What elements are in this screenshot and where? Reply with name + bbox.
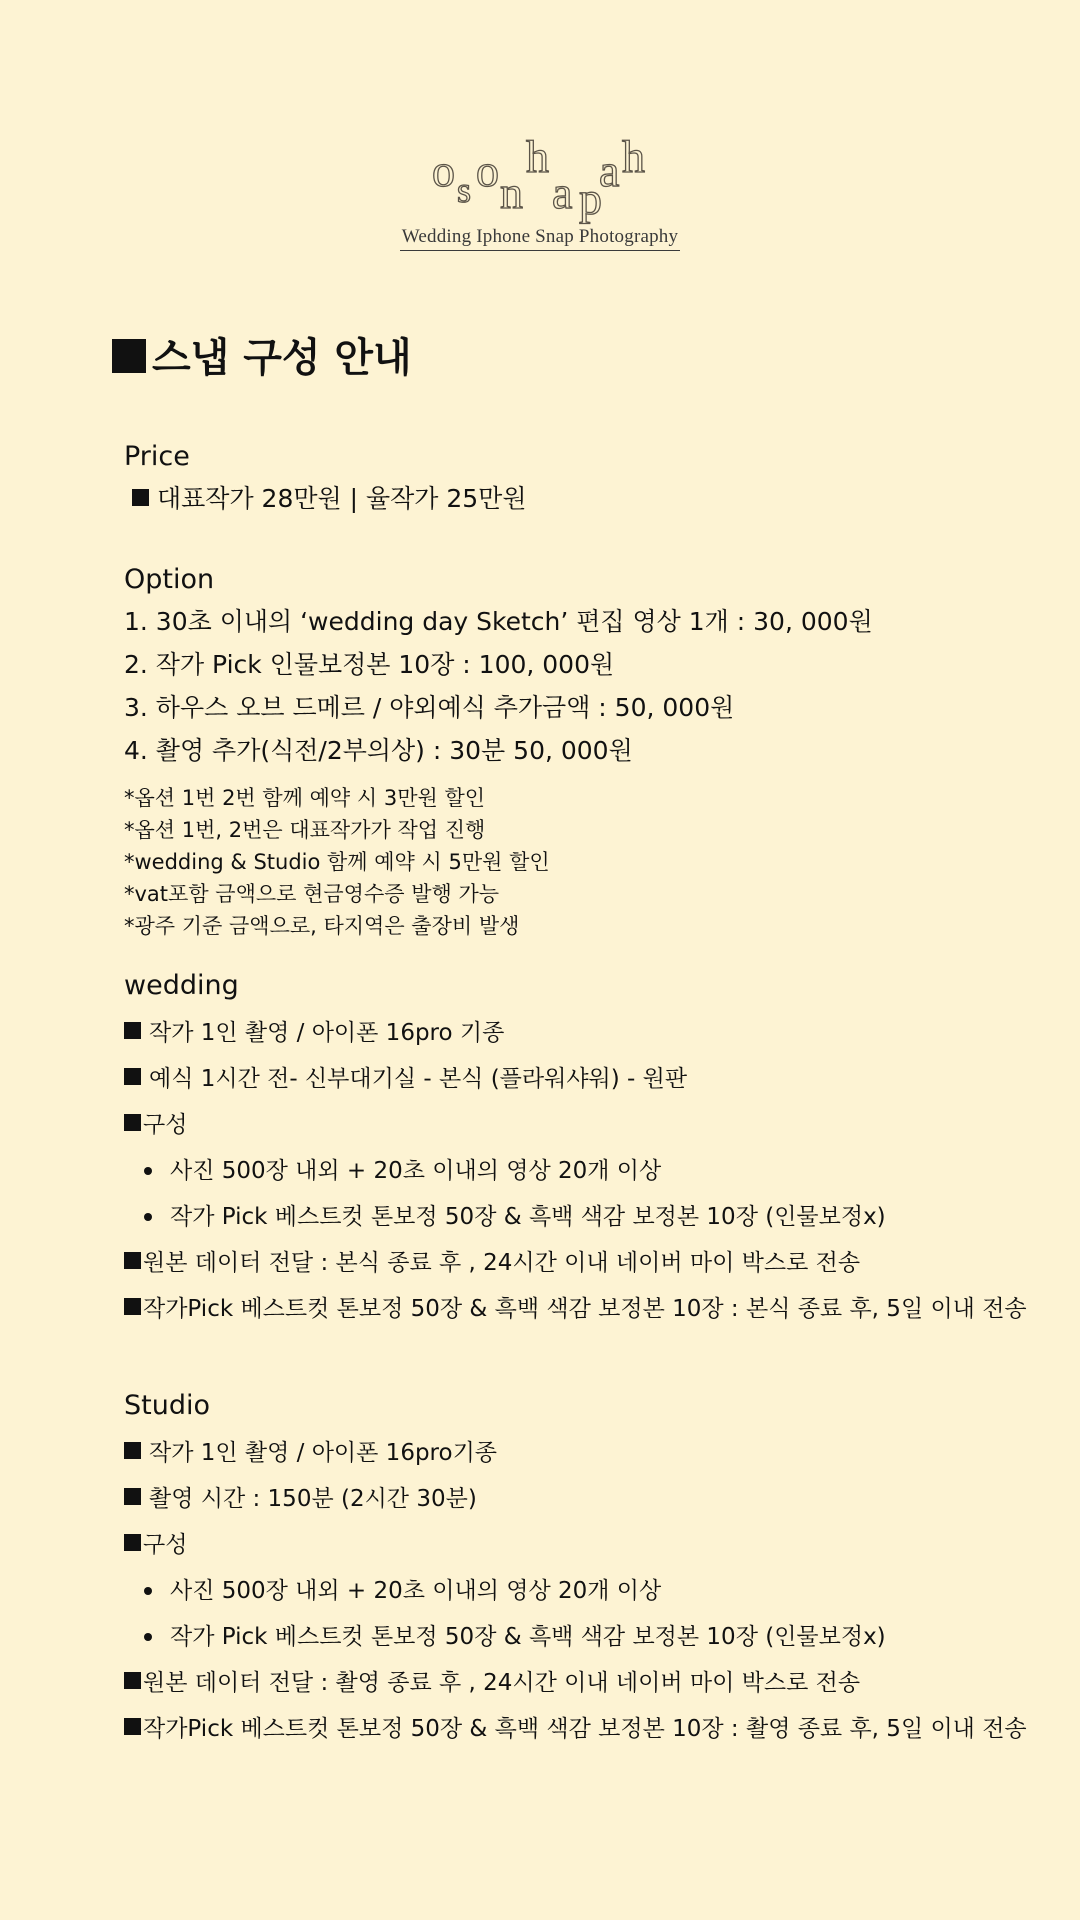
bullet-text: 사진 500장 내외 + 20초 이내의 영상 20개 이상: [170, 1578, 662, 1604]
wedding-delivery: [124, 1286, 1027, 1332]
logo-letter: h: [622, 131, 645, 182]
price-line-text: 대표작가 28만원 | 율작가 25만원: [157, 484, 527, 513]
wedding-composition: [124, 1102, 1024, 1148]
wedding-bullet: [124, 1194, 1024, 1240]
composition-label: 구성: [143, 1532, 188, 1558]
bullet-text: 작가 Pick 베스트컷 톤보정 50장 & 흑백 색감 보정본 10장 (인물보정x): [170, 1624, 886, 1650]
bullet-text: 사진 500장 내외 + 20초 이내의 영상 20개 이상: [170, 1158, 662, 1184]
wedding-line: [124, 1010, 1024, 1056]
logo-tagline: [0, 226, 1080, 251]
black-square-icon: [124, 1114, 141, 1131]
option-note: *옵션 1번 2번 함께 예약 시 3만원 할인: [124, 786, 486, 810]
option-note: *광주 기준 금액으로, 타지역은 출장비 발생: [124, 914, 520, 938]
studio-line: [124, 1476, 1024, 1522]
logo-letter: s: [457, 170, 472, 210]
logo-letter: o: [476, 145, 499, 196]
black-square-icon: [124, 1252, 141, 1269]
studio-line-text: 작가 1인 촬영 / 아이폰 16pro기종: [149, 1440, 498, 1466]
black-square-icon: [124, 1442, 141, 1459]
wedding-line-text: 작가 1인 촬영 / 아이폰 16pro 기종: [149, 1020, 505, 1046]
studio-bullet: [124, 1568, 1024, 1614]
bullet-dot-icon: [144, 1167, 152, 1175]
option-item: 1. 30초 이내의 ‘wedding day Sketch’ 편집 영상 1개 : 30, 000원: [124, 607, 873, 636]
content: [124, 430, 1027, 1752]
logo-letter: o: [432, 145, 455, 196]
price-heading: Price: [124, 441, 190, 472]
logo-letter: a: [599, 145, 620, 196]
page-title: [112, 330, 412, 386]
wedding-delivery: [124, 1240, 1024, 1286]
logo-letter: h: [526, 131, 549, 182]
logo-letter: n: [500, 167, 523, 218]
price-line: [124, 477, 1024, 520]
logo: [0, 130, 1080, 224]
delivery-text: 작가Pick 베스트컷 톤보정 50장 & 흑백 색감 보정본 10장 : 본식 종료 후, 5일 이내 전송: [143, 1296, 1027, 1322]
bullet-text: 작가 Pick 베스트컷 톤보정 50장 & 흑백 색감 보정본 10장 (인물보정x): [170, 1204, 886, 1230]
tagline-text: Wedding Iphone Snap Photography: [400, 226, 680, 251]
composition-label: 구성: [143, 1112, 188, 1138]
bullet-dot-icon: [144, 1587, 152, 1595]
studio-line-text: 촬영 시간 : 150분 (2시간 30분): [149, 1486, 477, 1512]
option-item: 4. 촬영 추가(식전/2부의상) : 30분 50, 000원: [124, 736, 633, 765]
bullet-dot-icon: [144, 1213, 152, 1221]
black-square-icon: [124, 1068, 141, 1085]
studio-composition: [124, 1522, 1024, 1568]
black-square-icon: [132, 489, 149, 506]
wedding-line-text: 예식 1시간 전- 신부대기실 - 본식 (플라워샤워) - 원판: [149, 1066, 688, 1092]
delivery-text: 원본 데이터 전달 : 본식 종료 후 , 24시간 이내 네이버 마이 박스로 전송: [143, 1250, 861, 1276]
page-title-text: 스냅 구성 안내: [152, 335, 412, 381]
option-note: *vat포함 금액으로 현금영수증 발행 가능: [124, 882, 500, 906]
studio-delivery: [124, 1706, 1027, 1752]
black-square-icon: [124, 1534, 141, 1551]
studio-bullet: [124, 1614, 1024, 1660]
logo-letter: p: [579, 173, 602, 224]
option-note: *wedding & Studio 함께 예약 시 5만원 할인: [124, 850, 550, 874]
black-square-icon: [112, 339, 146, 373]
option-item: 3. 하우스 오브 드메르 / 야외예식 추가금액 : 50, 000원: [124, 693, 735, 722]
logo-letter: a: [552, 167, 573, 218]
option-heading: Option: [124, 564, 215, 595]
black-square-icon: [124, 1672, 141, 1689]
black-square-icon: [124, 1718, 141, 1735]
option-note: *옵션 1번, 2번은 대표작가가 작업 진행: [124, 818, 486, 842]
wedding-line: [124, 1056, 1024, 1102]
studio-heading: Studio: [124, 1390, 210, 1421]
option-item: 2. 작가 Pick 인물보정본 10장 : 100, 000원: [124, 650, 615, 679]
studio-line: [124, 1430, 1024, 1476]
delivery-text: 원본 데이터 전달 : 촬영 종료 후 , 24시간 이내 네이버 마이 박스로 전송: [143, 1670, 861, 1696]
black-square-icon: [124, 1298, 141, 1315]
delivery-text: 작가Pick 베스트컷 톤보정 50장 & 흑백 색감 보정본 10장 : 촬영 종료 후, 5일 이내 전송: [143, 1716, 1027, 1742]
wedding-bullet: [124, 1148, 1024, 1194]
wedding-heading: wedding: [124, 970, 239, 1001]
studio-delivery: [124, 1660, 1024, 1706]
black-square-icon: [124, 1488, 141, 1505]
black-square-icon: [124, 1022, 141, 1039]
bullet-dot-icon: [144, 1633, 152, 1641]
